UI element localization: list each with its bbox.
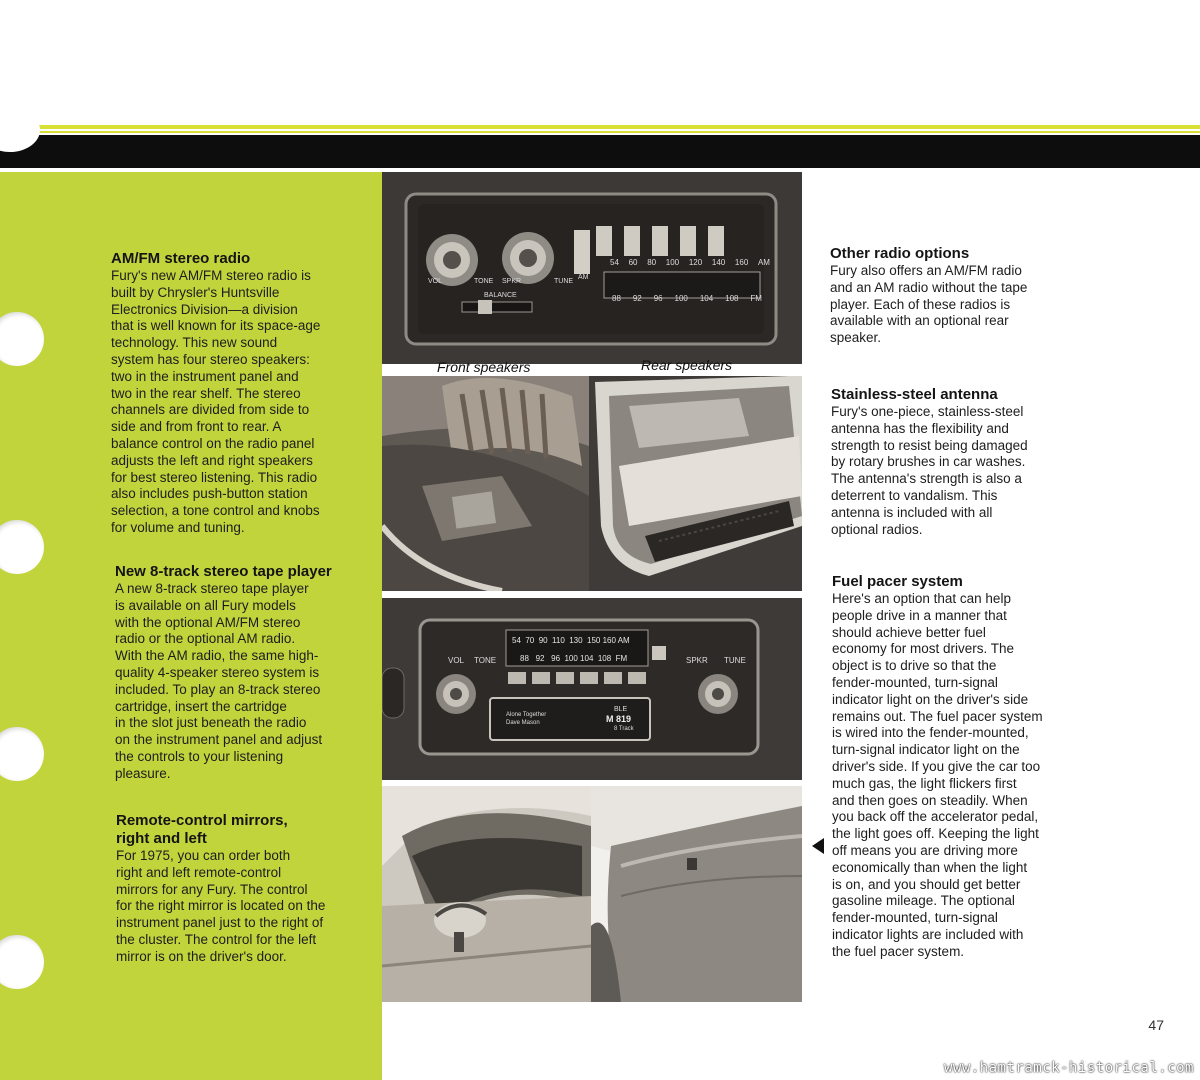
knob-label-vol: VOL xyxy=(428,278,443,285)
article-heading: New 8-track stereo tape player xyxy=(115,563,332,580)
article-8-track xyxy=(115,563,377,783)
knob-label-spkr: SPKR xyxy=(502,278,522,285)
8-track-illustration xyxy=(382,598,802,780)
caption-front-speakers: Front speakers xyxy=(437,359,531,375)
rear-speaker-illustration xyxy=(589,376,802,591)
photo-8-track-player xyxy=(382,598,802,780)
caption-rear-speakers: Rear speakers xyxy=(641,357,733,373)
fender-illustration xyxy=(591,786,802,1002)
page-number: 47 xyxy=(1148,1017,1164,1033)
article-body: Here's an option that can help people drive in a manner that should achieve better fuel economy for most drivers. The object is to drive so that the fender-mounted, turn-signal indicator light on the driver's side remains out. The fuel pacer system is wired into the fender-mounted, turn-signal indicator light on the driver's side. If you give the car too much gas, the light flickers first and then goes on steadily. When you back off the accelerator pedal, the light goes off. Keeping the light off means you are driving more economically than when the light is on, and you should get better gasoline mileage. The optional fender-mounted, turn-signal indicator lights are included with the fuel pacer system. xyxy=(832,591,1043,959)
watermark-url: www.hamtramck-historical.com xyxy=(943,1060,1194,1076)
article-am-fm-radio xyxy=(111,250,373,537)
article-heading: Remote-control mirrors, right and left xyxy=(116,812,288,847)
photo-front-speakers xyxy=(382,376,589,591)
radio2-fm-scale: 88 92 96 100 104 108 FM xyxy=(520,654,628,663)
balance-label: BALANCE xyxy=(484,292,517,299)
fm-dial-scale: 88 92 96 100 104 108 FM xyxy=(612,294,762,303)
cartridge-code: M 819 xyxy=(606,714,632,724)
black-header-band xyxy=(0,135,1200,168)
radio2-label-tone: TONE xyxy=(474,656,497,665)
am-dial-scale: 54 60 80 100 120 140 160 AM xyxy=(610,258,770,267)
photo-fender-indicator xyxy=(591,786,802,1002)
article-body: Fury also offers an AM/FM radio and an AM radio without the tape player. Each of these radios is available with an optional rear speaker. xyxy=(830,263,1028,346)
radio2-am-scale: 54 70 90 110 130 150 160 AM xyxy=(512,636,630,645)
mirror-illustration xyxy=(382,786,591,1002)
knob-label-tune: TUNE xyxy=(554,278,574,285)
article-mirrors xyxy=(116,812,378,966)
article-heading: Other radio options xyxy=(830,245,970,262)
radio2-label-spkr: SPKR xyxy=(686,656,708,665)
article-body: For 1975, you can order both right and left remote-control mirrors for any Fury. The control for the right mirror is located on the instrument panel just to the right of the cluster. The control for the left mirror is on the driver's door. xyxy=(116,848,326,964)
radio2-label-tune: TUNE xyxy=(724,656,746,665)
article-heading: Fuel pacer system xyxy=(832,573,963,590)
article-body: A new 8-track stereo tape player is available on all Fury models with the optional AM/FM stereo radio or the optional AM radio. With the AM radio, the same high- quality 4-speaker stereo system is included. To play an 8-track stereo cartridge, insert the cartridge in the slot just beneath the radio on the instrument panel and adjust the controls to your listening pleasure. xyxy=(115,581,323,781)
article-antenna xyxy=(831,386,1071,538)
knob-label-tone: TONE xyxy=(474,278,494,285)
cartridge-artist: Dave Mason xyxy=(506,720,540,726)
article-body: Fury's new AM/FM stereo radio is built by Chrysler's Huntsville Electronics Division—a division that is well known for its space-age technology. This new sound system has four stereo speakers: two in the instrument panel and two in the rear shelf. The stereo channels are divided from side to side and from front to rear. A balance control on the radio panel adjusts the left and right speakers for best stereo listening. This radio also includes push-button station selection, a tone control and knobs for volume and tuning. xyxy=(111,268,321,535)
front-speaker-illustration xyxy=(382,376,589,591)
photo-am-fm-radio xyxy=(382,172,802,364)
cartridge-brand: BLE xyxy=(614,706,628,713)
pointer-arrow-icon xyxy=(812,838,824,854)
article-heading: Stainless-steel antenna xyxy=(831,386,998,403)
cartridge-type: 8 Track xyxy=(614,726,634,732)
cartridge-title: Alone Together xyxy=(506,712,547,718)
knob-label-am: AM xyxy=(578,274,589,281)
photo-remote-mirror xyxy=(382,786,591,1002)
article-fuel-pacer xyxy=(832,573,1082,961)
radio-faceplate-illustration xyxy=(382,172,802,364)
article-heading: AM/FM stereo radio xyxy=(111,250,251,267)
photo-rear-speakers xyxy=(589,376,802,591)
top-yellow-rule-thin xyxy=(0,131,1200,133)
article-body: Fury's one-piece, stainless-steel antenna has the flexibility and strength to resist being damaged by rotary brushes in car washes. The antenna's strength is also a deterrent to vandalism. This antenna is included with all optional radios. xyxy=(831,404,1028,537)
top-yellow-rule xyxy=(0,125,1200,129)
radio2-label-vol: VOL xyxy=(448,656,465,665)
article-other-radio-options xyxy=(830,245,1070,347)
